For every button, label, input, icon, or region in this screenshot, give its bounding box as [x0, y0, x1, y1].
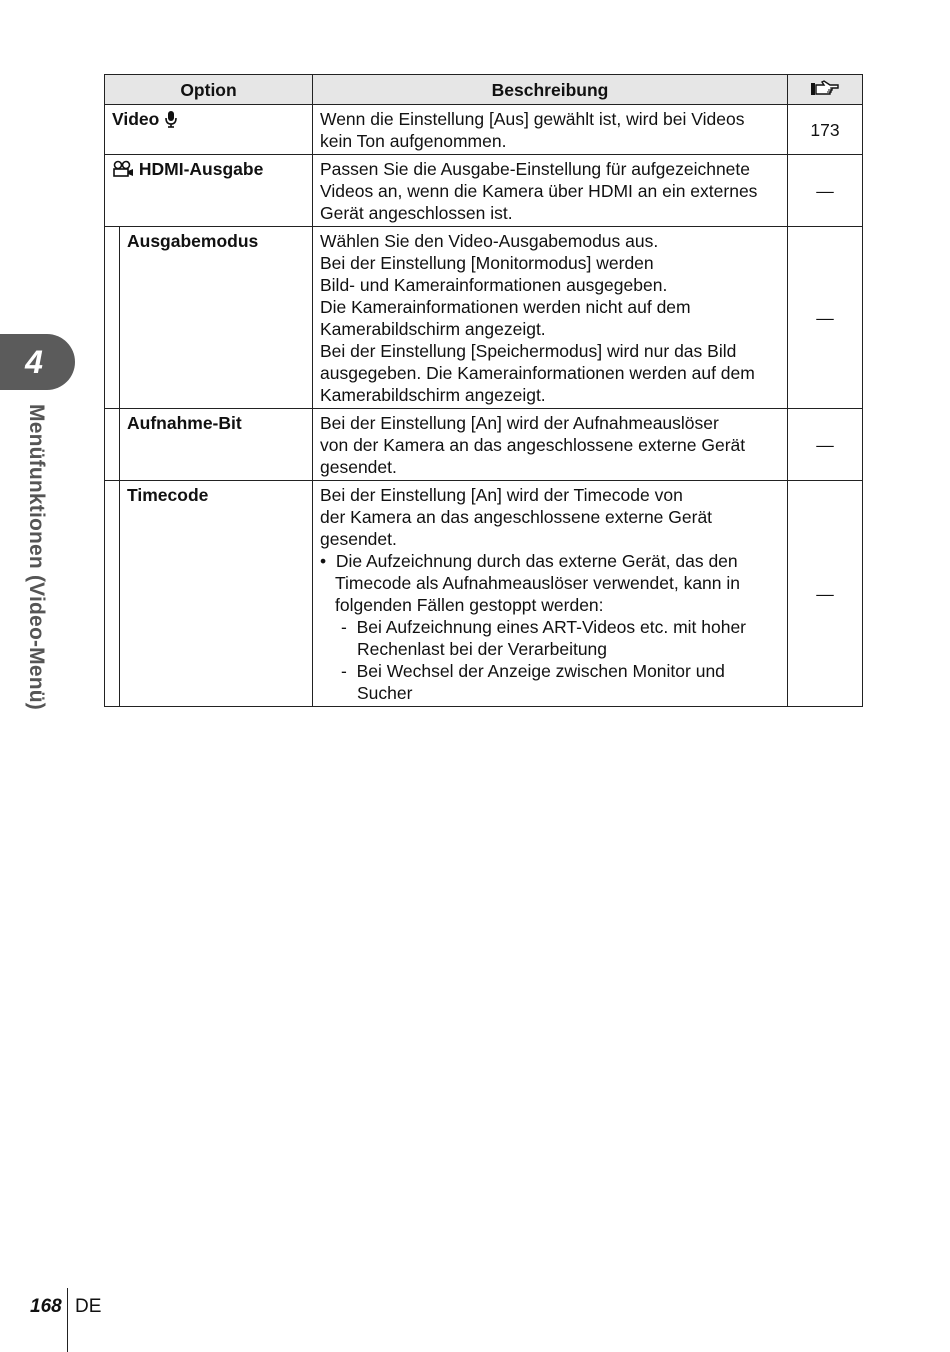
- sub-option-label: Ausgabemodus: [120, 227, 313, 409]
- description-line: Die Kamerainformationen werden nicht auf dem: [320, 297, 691, 317]
- description-line: Gerät angeschlossen ist.: [320, 203, 513, 223]
- header-description: Beschreibung: [313, 75, 788, 105]
- sub-list-text: Bei Wechsel der Anzeige zwischen Monitor und Sucher: [356, 661, 725, 703]
- description-line: gesendet.: [320, 457, 397, 477]
- description-line: von der Kamera an das angeschlossene externe Gerät: [320, 435, 746, 455]
- table-row: [105, 155, 863, 227]
- language-code: DE: [75, 1296, 102, 1317]
- header-option: Option: [105, 75, 313, 105]
- indent-spacer: [105, 481, 120, 707]
- table-row: [105, 409, 863, 481]
- description-line: Wählen Sie den Video-Ausgabemodus aus.: [320, 231, 659, 251]
- table-header-row: [105, 75, 863, 105]
- page-number: 168: [30, 1296, 62, 1317]
- sub-list-item: - Bei Aufzeichnung eines ART-Videos etc. mit hoher Rechenlast bei der Verarbeitung: [341, 617, 747, 659]
- reference-cell: —: [788, 409, 863, 481]
- description-cell: [313, 227, 788, 409]
- description-line: gesendet.: [320, 529, 397, 549]
- reference-hand-icon: [810, 79, 840, 102]
- description-cell: [313, 481, 788, 707]
- description-line: Kamerabildschirm angezeigt.: [320, 319, 546, 339]
- description-cell: [313, 409, 788, 481]
- movie-camera-icon: [112, 160, 134, 183]
- sub-list-item: - Bei Wechsel der Anzeige zwischen Monitor und Sucher: [341, 661, 725, 703]
- option-cell: [105, 155, 313, 227]
- description-line: Videos an, wenn die Kamera über HDMI an ein externes: [320, 181, 758, 201]
- description-line: Bei der Einstellung [An] wird der Aufnahmeauslöser: [320, 413, 719, 433]
- indent-spacer: [105, 409, 120, 481]
- description-line: kein Ton aufgenommen.: [320, 131, 507, 151]
- reference-cell: —: [788, 227, 863, 409]
- sub-list-text: Bei Aufzeichnung eines ART-Videos etc. mit hoher Rechenlast bei der Verarbeitung: [356, 617, 747, 659]
- option-cell: [105, 105, 313, 155]
- bullet-text: Die Aufzeichnung durch das externe Gerät, das den Timecode als Aufnahmeauslöser verwendet, kann in folgenden Fällen gestoppt werden:: [335, 551, 740, 615]
- description-line: Bei der Einstellung [An] wird der Timecode von: [320, 485, 683, 505]
- reference-cell: —: [788, 481, 863, 707]
- chapter-number: 4: [25, 344, 43, 380]
- description-cell: [313, 155, 788, 227]
- sub-option-label: Aufnahme-Bit: [120, 409, 313, 481]
- reference-cell: 173: [788, 105, 863, 155]
- footer-divider: [67, 1288, 68, 1352]
- description-line: ausgegeben. Die Kamerainformationen werden auf dem: [320, 363, 755, 383]
- description-line: Bei der Einstellung [Speichermodus] wird nur das Bild: [320, 341, 737, 361]
- option-label: HDMI-Ausgabe: [138, 159, 264, 179]
- table-row: [105, 105, 863, 155]
- sub-option-label: Timecode: [120, 481, 313, 707]
- table-row: [105, 481, 863, 707]
- description-cell: [313, 105, 788, 155]
- chapter-title: Menüfunktionen (Video-Menü): [25, 404, 48, 710]
- reference-cell: —: [788, 155, 863, 227]
- microphone-icon: [164, 110, 178, 133]
- option-label: Video: [112, 109, 160, 129]
- table-row: [105, 227, 863, 409]
- description-line: Kamerabildschirm angezeigt.: [320, 385, 546, 405]
- description-line: der Kamera an das angeschlossene externe Gerät: [320, 507, 713, 527]
- description-line: Bild- und Kamerainformationen ausgegeben.: [320, 275, 668, 295]
- description-line: Passen Sie die Ausgabe-Einstellung für aufgezeichnete: [320, 159, 751, 179]
- bullet-item: • Die Aufzeichnung durch das externe Gerät, das den Timecode als Aufnahmeauslöser verwendet, kann in folgenden Fällen gestoppt werden:: [320, 551, 740, 615]
- video-menu-options-table: [104, 74, 863, 707]
- description-line: Bei der Einstellung [Monitormodus] werden: [320, 253, 654, 273]
- indent-spacer: [105, 227, 120, 409]
- description-line: Wenn die Einstellung [Aus] gewählt ist, wird bei Videos: [320, 109, 745, 129]
- header-reference: [788, 75, 863, 105]
